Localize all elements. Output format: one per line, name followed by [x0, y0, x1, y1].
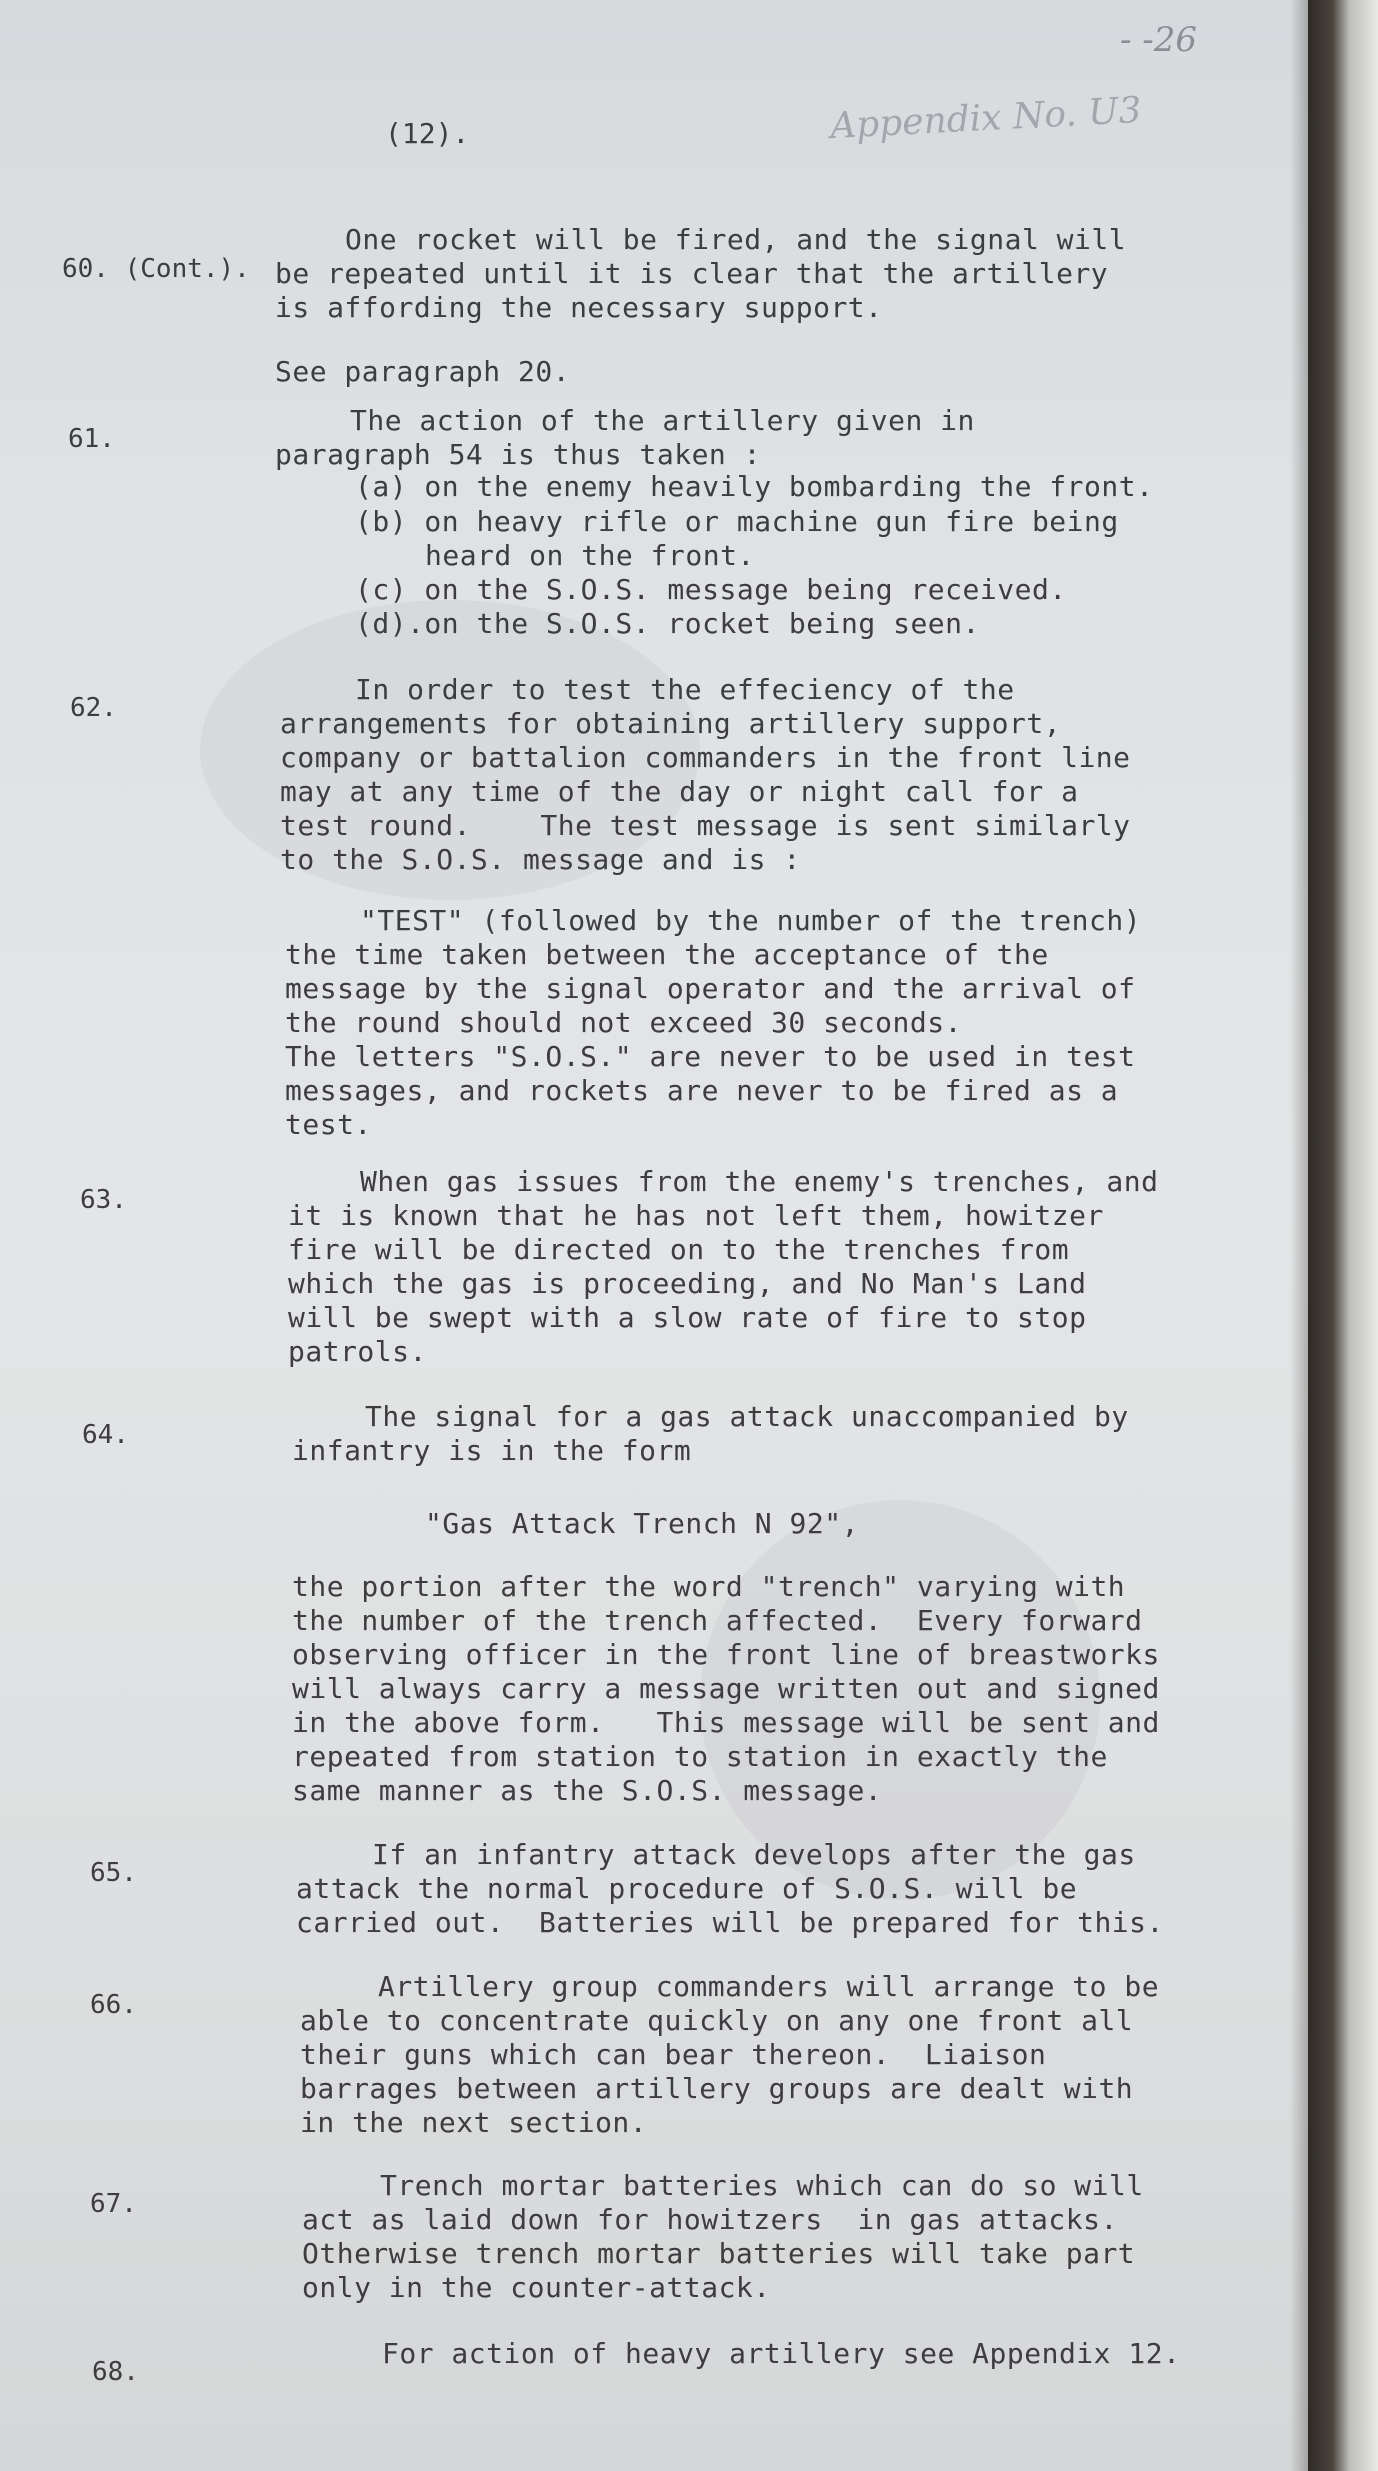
- paragraph-line: barrages between artillery groups are dealt with: [300, 2072, 1134, 2105]
- paragraph-line: Trench mortar batteries which can do so will: [380, 2169, 1144, 2202]
- paragraph-line: in the above form. This message will be sent and: [292, 1706, 1160, 1739]
- paragraph-line: able to concentrate quickly on any one front all: [300, 2004, 1134, 2037]
- paragraph-number: 68.: [92, 2357, 139, 2387]
- paragraph-line: infantry is in the form: [292, 1434, 692, 1467]
- appendix-note: Appendix No. U3: [829, 89, 1143, 148]
- paragraph-number: 67.: [90, 2189, 137, 2219]
- paragraph-number: 65.: [90, 1858, 137, 1888]
- paragraph-line: The letters "S.O.S." are never to be used in test: [285, 1040, 1136, 1073]
- paragraph-number: 63.: [80, 1185, 127, 1215]
- paragraph-line: the number of the trench affected. Every forward: [292, 1604, 1143, 1637]
- paragraph-line: may at any time of the day or night call for a: [280, 775, 1079, 808]
- paragraph-line: which the gas is proceeding, and No Man's Land: [288, 1267, 1087, 1300]
- paragraph-line: See paragraph 20.: [275, 355, 571, 388]
- paragraph-line: company or battalion commanders in the front line: [280, 741, 1131, 774]
- paragraph-line: act as laid down for howitzers in gas attacks.: [302, 2203, 1118, 2236]
- paragraph-line: test.: [285, 1108, 372, 1141]
- paragraph-line: Artillery group commanders will arrange to be: [378, 1970, 1160, 2003]
- paragraph-line: carried out. Batteries will be prepared for this.: [296, 1906, 1164, 1939]
- paragraph-line: the portion after the word "trench" varying with: [292, 1570, 1126, 1603]
- paragraph-line: same manner as the S.O.S. message.: [292, 1774, 883, 1807]
- corner-number: - -26: [1120, 20, 1198, 60]
- paragraph-line: attack the normal procedure of S.O.S. will be: [296, 1872, 1078, 1905]
- paragraph-line: paragraph 54 is thus taken :: [275, 438, 762, 471]
- paragraph-line: Otherwise trench mortar batteries will take part: [302, 2237, 1136, 2270]
- paragraph-line: observing officer in the front line of breastworks: [292, 1638, 1160, 1671]
- paragraph-line: If an infantry attack develops after the gas: [372, 1838, 1136, 1871]
- paragraph-line: repeated from station to station in exactly the: [292, 1740, 1108, 1773]
- paragraph-line: only in the counter-attack.: [302, 2271, 771, 2304]
- paragraph-line: will be swept with a slow rate of fire to stop: [288, 1301, 1087, 1334]
- paragraph-line: it is known that he has not left them, howitzer: [288, 1199, 1104, 1232]
- paragraph-line: the round should not exceed 30 seconds.: [285, 1006, 962, 1039]
- paragraph-line: "TEST" (followed by the number of the trench): [360, 904, 1142, 937]
- paragraph-number: 66.: [90, 1990, 137, 2020]
- paragraph-line: (a) on the enemy heavily bombarding the front.: [355, 470, 1154, 503]
- paragraph-line: For action of heavy artillery see Appendix 12.: [382, 2337, 1181, 2370]
- paragraph-line: messages, and rockets are never to be fired as a: [285, 1074, 1119, 1107]
- background-edge: [1308, 0, 1378, 2471]
- paragraph-line: One rocket will be fired, and the signal will: [345, 223, 1127, 256]
- paragraph-line: will always carry a message written out and signed: [292, 1672, 1160, 1705]
- paragraph-number: 62.: [70, 693, 117, 723]
- paragraph-number: 64.: [82, 1420, 129, 1450]
- paragraph-line: patrols.: [288, 1335, 427, 1368]
- paragraph-line: in the next section.: [300, 2106, 648, 2139]
- paragraph-line: heard on the front.: [425, 539, 755, 572]
- paragraph-line: The action of the artillery given in: [350, 404, 975, 437]
- paragraph-line: (d).on the S.O.S. rocket being seen.: [355, 607, 980, 640]
- paragraph-line: their guns which can bear thereon. Liaison: [300, 2038, 1047, 2071]
- paragraph-number: 60. (Cont.).: [62, 254, 250, 284]
- paragraph-line: is affording the necessary support.: [275, 291, 883, 324]
- paragraph-line: (c) on the S.O.S. message being received.: [355, 573, 1067, 606]
- paragraph-line: When gas issues from the enemy's trenches, and: [360, 1165, 1159, 1198]
- paragraph-line: the time taken between the acceptance of the: [285, 938, 1049, 971]
- page-number: (12).: [385, 117, 470, 150]
- paragraph-number: 61.: [68, 424, 115, 454]
- paragraph-line: (b) on heavy rifle or machine gun fire being: [355, 505, 1119, 538]
- paragraph-line: be repeated until it is clear that the artillery: [275, 257, 1109, 290]
- paragraph-line: message by the signal operator and the arrival of: [285, 972, 1136, 1005]
- paragraph-line: fire will be directed on to the trenches from: [288, 1233, 1070, 1266]
- paragraph-line: to the S.O.S. message and is :: [280, 843, 801, 876]
- paragraph-line: In order to test the effeciency of the: [355, 673, 1015, 706]
- paragraph-line: arrangements for obtaining artillery support,: [280, 707, 1062, 740]
- page-edge-shadow: [1290, 0, 1308, 2471]
- paragraph-line: The signal for a gas attack unaccompanied by: [365, 1400, 1129, 1433]
- paragraph-line: test round. The test message is sent similarly: [280, 809, 1131, 842]
- paragraph-line: "Gas Attack Trench N 92",: [425, 1507, 859, 1540]
